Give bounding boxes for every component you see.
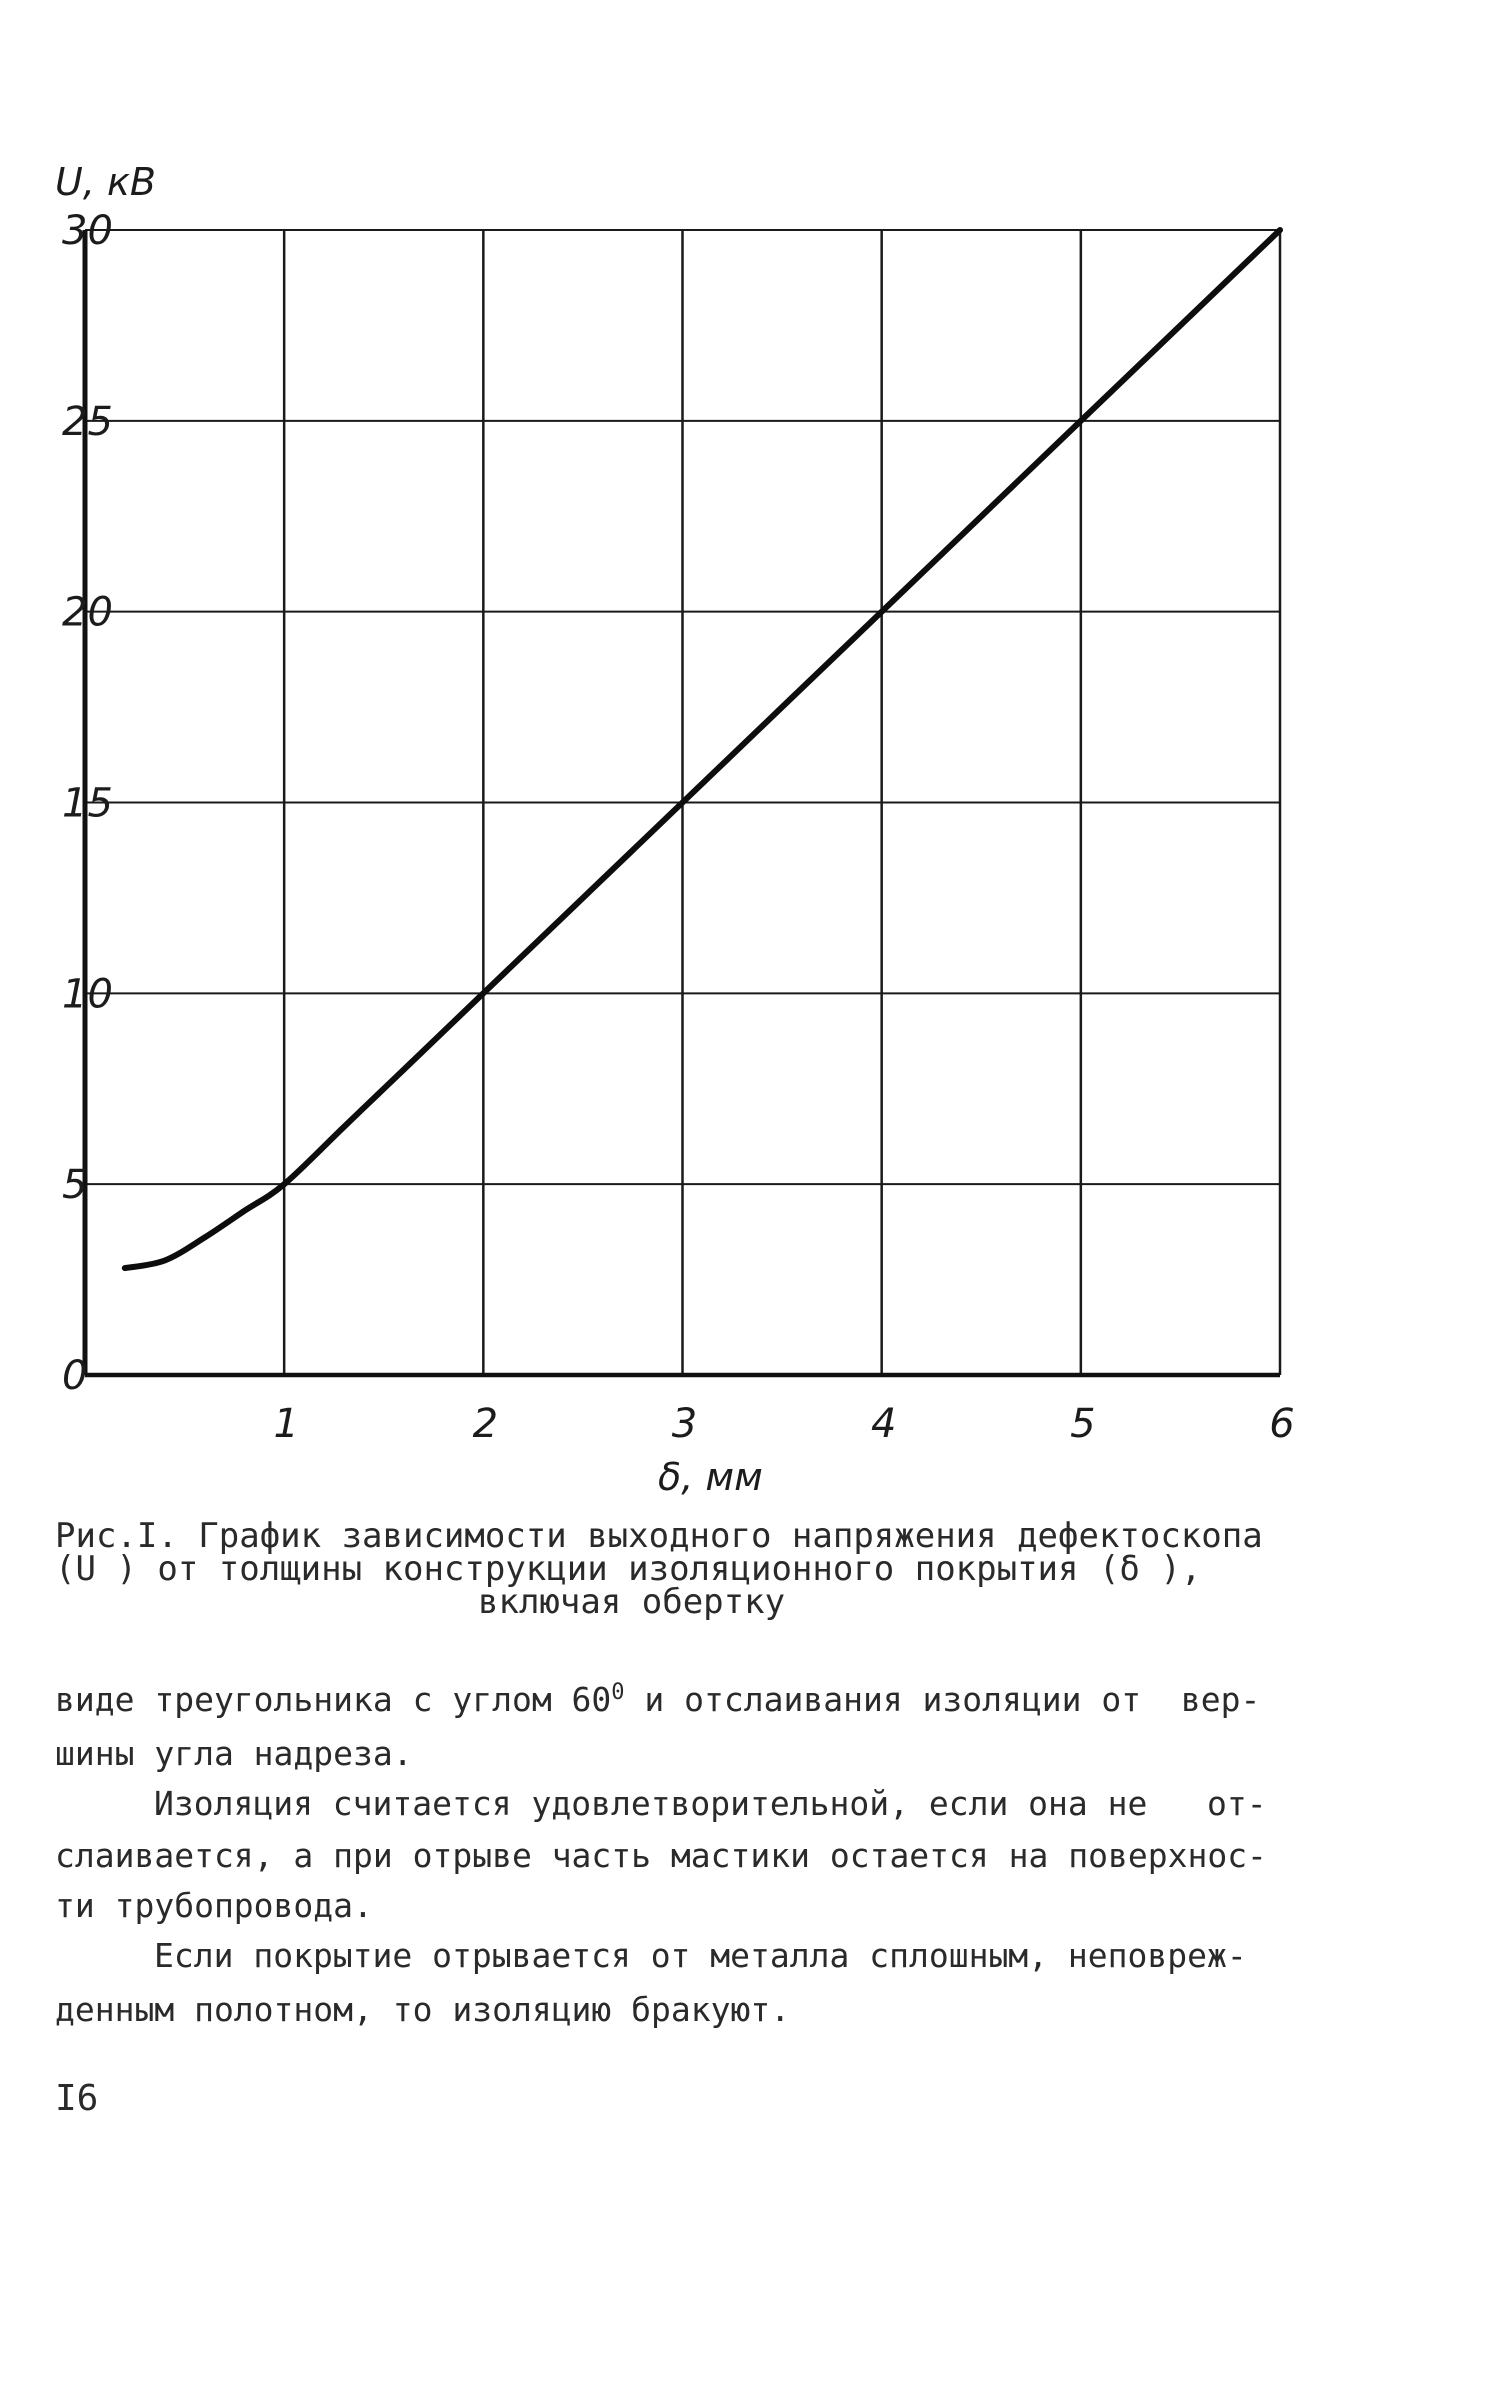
y-tick-label: 25 — [62, 398, 113, 445]
x-tick-label: 5 — [1070, 1401, 1096, 1447]
x-tick-label: 4 — [870, 1401, 897, 1447]
y-tick-label: 0 — [62, 1353, 88, 1399]
body-paragraph-3-line-2: денным полотном, то изоляцию бракуют. — [55, 1990, 791, 2029]
y-tick-label: 15 — [62, 780, 113, 827]
y-axis-title: U, кВ — [55, 160, 156, 204]
body-text-segment: виде треугольника с углом 60 — [55, 1680, 612, 1719]
figure-caption-line-2: (U ) от толщины конструкции изоляционного покрытия (δ ), — [55, 1549, 1202, 1589]
chart-series — [125, 230, 1280, 1268]
body-paragraph-1-line-1 — [55, 1680, 1260, 1719]
x-tick-label: 6 — [1269, 1401, 1295, 1447]
voltage-curve — [125, 230, 1280, 1268]
body-paragraph-2-line-3: ти трубопровода. — [55, 1886, 373, 1925]
figure-caption-line-3: включая обертку — [478, 1582, 786, 1622]
y-tick-label: 5 — [62, 1162, 88, 1209]
y-tick-label: 20 — [62, 589, 113, 636]
x-tick-label: 3 — [671, 1401, 698, 1447]
x-tick-label: 2 — [472, 1401, 499, 1447]
body-paragraph-2-line-1: Изоляция считается удовлетворительной, если она не от- — [154, 1784, 1267, 1823]
degree-superscript: 0 — [611, 1680, 625, 1705]
x-axis-title: δ, мм — [658, 1455, 763, 1499]
body-paragraph-3-line-1: Если покрытие отрывается от металла сплошным, неповреж- — [154, 1936, 1247, 1975]
body-text-segment: и отслаивания изоляции от вер- — [624, 1680, 1261, 1719]
x-tick-label: 1 — [273, 1401, 299, 1447]
y-tick-label: 10 — [62, 971, 113, 1018]
page-number: I6 — [55, 2078, 99, 2119]
body-paragraph-1-line-2: шины угла надреза. — [55, 1734, 413, 1773]
figure-caption-line-1: Рис.I. График зависимости выходного напряжения дефектоскопа — [55, 1516, 1263, 1556]
y-tick-label: 30 — [62, 208, 113, 254]
body-paragraph-2-line-2: слаивается, а при отрыве часть мастики остается на поверхнос- — [55, 1836, 1267, 1875]
